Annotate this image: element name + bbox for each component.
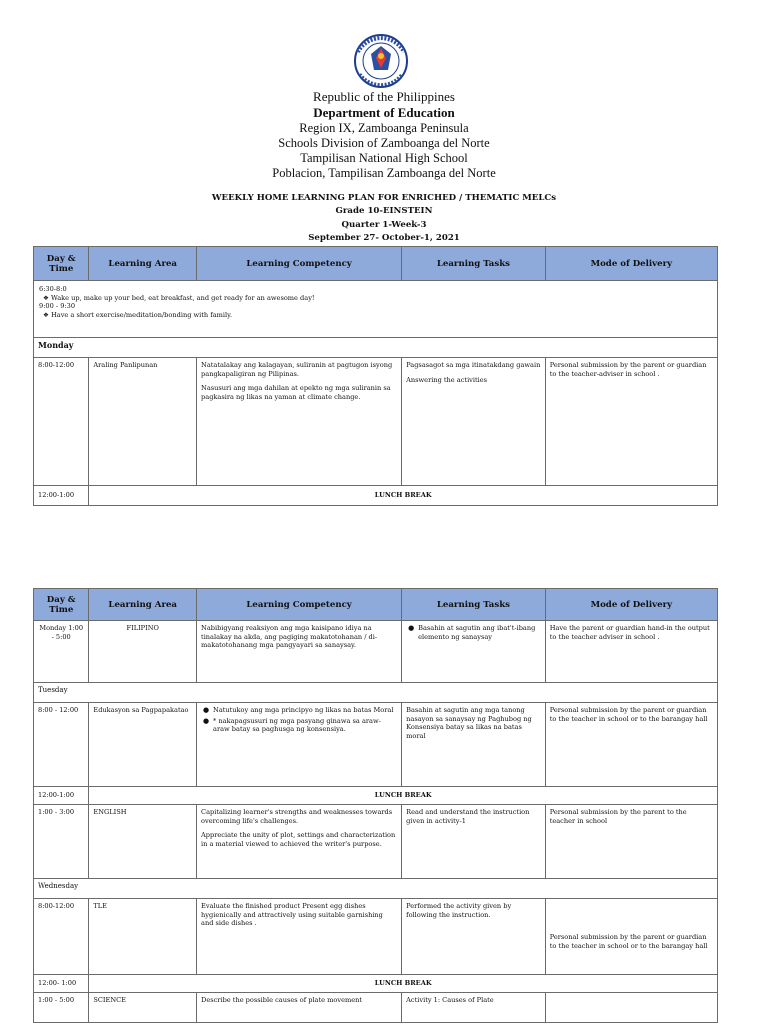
col-mode-of-delivery: Mode of Delivery — [545, 247, 717, 281]
col-learning-competency: Learning Competency — [197, 247, 402, 281]
col-learning-tasks: Learning Tasks — [402, 589, 546, 621]
col-learning-tasks: Learning Tasks — [402, 247, 546, 281]
row-time: 8:00-12:00 — [34, 358, 89, 486]
lunch-break: LUNCH BREAK — [89, 975, 718, 993]
day-label-tuesday: Tuesday — [34, 683, 718, 703]
lunch-time: 12:00-1:00 — [34, 486, 89, 506]
col-day-time: Day & Time — [34, 589, 89, 621]
row-mode — [545, 993, 717, 1023]
title-quarter: Quarter 1-Week-3 — [341, 219, 427, 230]
row-learning-area: SCIENCE — [89, 993, 197, 1023]
competency-text: ● Natutukoy ang mga principyo ng likas na batas Moral — [201, 706, 397, 715]
header-republic: Republic of the Philippines — [313, 89, 455, 104]
routine-item-1: ❖ Wake up, make up your bed, eat breakfast, and get ready for an awesome day! — [43, 293, 315, 302]
routine-item-2: ❖ Have a short exercise/meditation/bonding with family. — [43, 310, 233, 319]
header-address: Poblacion, Tampilisan Zamboanga del Norte — [272, 166, 496, 180]
row-learning-area: TLE — [89, 899, 197, 975]
task-text: Pagsasagot sa mga itinatakdang gawain — [406, 361, 541, 369]
row-competency — [197, 703, 402, 787]
competency-text: Natatalakay ang kalagayan, suliranin at pagtugon isyong pangkapaligiran ng Pilipinas. — [201, 361, 393, 378]
day-label-monday: Monday — [34, 338, 718, 358]
row-learning-area: ENGLISH — [89, 805, 197, 879]
task-text: ● Basahin at sagutin ang ibat't-ibang elemento ng sanaysay — [406, 624, 541, 641]
learning-plan-table-1 — [33, 246, 718, 506]
row-mode: Have the parent or guardian hand-in the output to the teacher adviser in school . — [545, 621, 717, 683]
row-learning-area: Araling Panlipunan — [89, 358, 197, 486]
row-tasks: Activity 1: Causes of Plate — [402, 993, 546, 1023]
lunch-break: LUNCH BREAK — [89, 486, 718, 506]
row-learning-area: Edukasyon sa Pagpapakatao — [89, 703, 197, 787]
row-mode — [545, 899, 717, 975]
row-tasks: Basahin at sagutin ang mga tanong nasayon sa sanaysay ng Paghubog ng Konsensiya batay sa likas na batas moral — [402, 703, 546, 787]
col-learning-competency: Learning Competency — [197, 589, 402, 621]
row-competency — [197, 805, 402, 879]
row-competency: Describe the possible causes of plate movement — [197, 993, 402, 1023]
task-text: Answering the activities — [406, 375, 488, 384]
lunch-time: 12:00-1:00 — [34, 787, 89, 805]
title-dates: September 27- October-1, 2021 — [308, 232, 460, 243]
school-header — [0, 89, 768, 181]
row-mode: Personal submission by the parent to the teacher in school — [545, 805, 717, 879]
row-time: 8:00 - 12:00 — [34, 703, 89, 787]
deped-seal-logo — [344, 34, 418, 88]
row-tasks — [402, 621, 546, 683]
row-tasks: Performed the activity given by following the instruction. — [402, 899, 546, 975]
header-region: Region IX, Zamboanga Peninsula — [299, 121, 469, 135]
routine-time-1: 6:30-8:0 — [39, 285, 67, 293]
routine-time-2: 9:00 - 9:30 — [39, 302, 76, 311]
row-mode: Personal submission by the parent or guardian to the teacher in school or to the barangay hall — [545, 703, 717, 787]
lunch-break: LUNCH BREAK — [89, 787, 718, 805]
plan-title — [0, 192, 768, 245]
daily-routine — [34, 281, 718, 338]
row-tasks — [402, 358, 546, 486]
col-learning-area: Learning Area — [89, 589, 197, 621]
competency-text: Capitalizing learner's strengths and weaknesses towards overcoming life's challenges. — [201, 808, 393, 825]
competency-text: Nasusuri ang mga dahilan at epekto ng mga suliranin sa pagkasira ng likas na yaman at climate change. — [201, 384, 391, 401]
day-label-wednesday: Wednesday — [34, 879, 718, 899]
lunch-time: 12:00- 1:00 — [34, 975, 89, 993]
competency-text: Appreciate the unity of plot, settings and characterization in a material viewed to achieved the writer's purpose. — [201, 831, 396, 848]
col-learning-area: Learning Area — [89, 247, 197, 281]
row-mode: Personal submission by the parent or guardian to the teacher-adviser in school . — [545, 358, 717, 486]
col-mode-of-delivery: Mode of Delivery — [545, 589, 717, 621]
row-competency — [197, 358, 402, 486]
header-school: Tampilisan National High School — [300, 151, 468, 165]
competency-text: ● * nakapagsusuri ng mga pasyang ginawa sa araw-araw batay sa paghusga ng konsensiya. — [201, 717, 397, 734]
row-competency: Evaluate the finished product Present egg dishes hygienically and attractively using suitable garnishing and side dishes . — [197, 899, 402, 975]
row-learning-area: FILIPINO — [89, 621, 197, 683]
row-tasks: Read and understand the instruction given in activity-1 — [402, 805, 546, 879]
title-plan: WEEKLY HOME LEARNING PLAN FOR ENRICHED / THEMATIC MELCs — [211, 193, 557, 203]
title-grade: Grade 10-EINSTEIN — [335, 206, 433, 217]
learning-plan-table-2 — [33, 588, 718, 1023]
row-time: 8:00-12:00 — [34, 899, 89, 975]
col-day-time: Day & Time — [34, 247, 89, 281]
header-department: Department of Education — [313, 105, 455, 120]
mode-text: Personal submission by the parent or guardian to the teacher in school or to the barangay hall — [549, 932, 708, 950]
row-time: 1:00 - 3:00 — [34, 805, 89, 879]
row-competency: Nabibigyang reaksiyon ang mga kaisipano idiya na tinalakay na akda, ang pagiging makatotohanan / di-makatotohanang mga pangyayari sa sanaysay. — [197, 621, 402, 683]
header-division: Schools Division of Zamboanga del Norte — [278, 136, 490, 150]
row-time: Monday 1:00 - 5:00 — [34, 621, 89, 683]
row-time: 1:00 - 5:00 — [34, 993, 89, 1023]
